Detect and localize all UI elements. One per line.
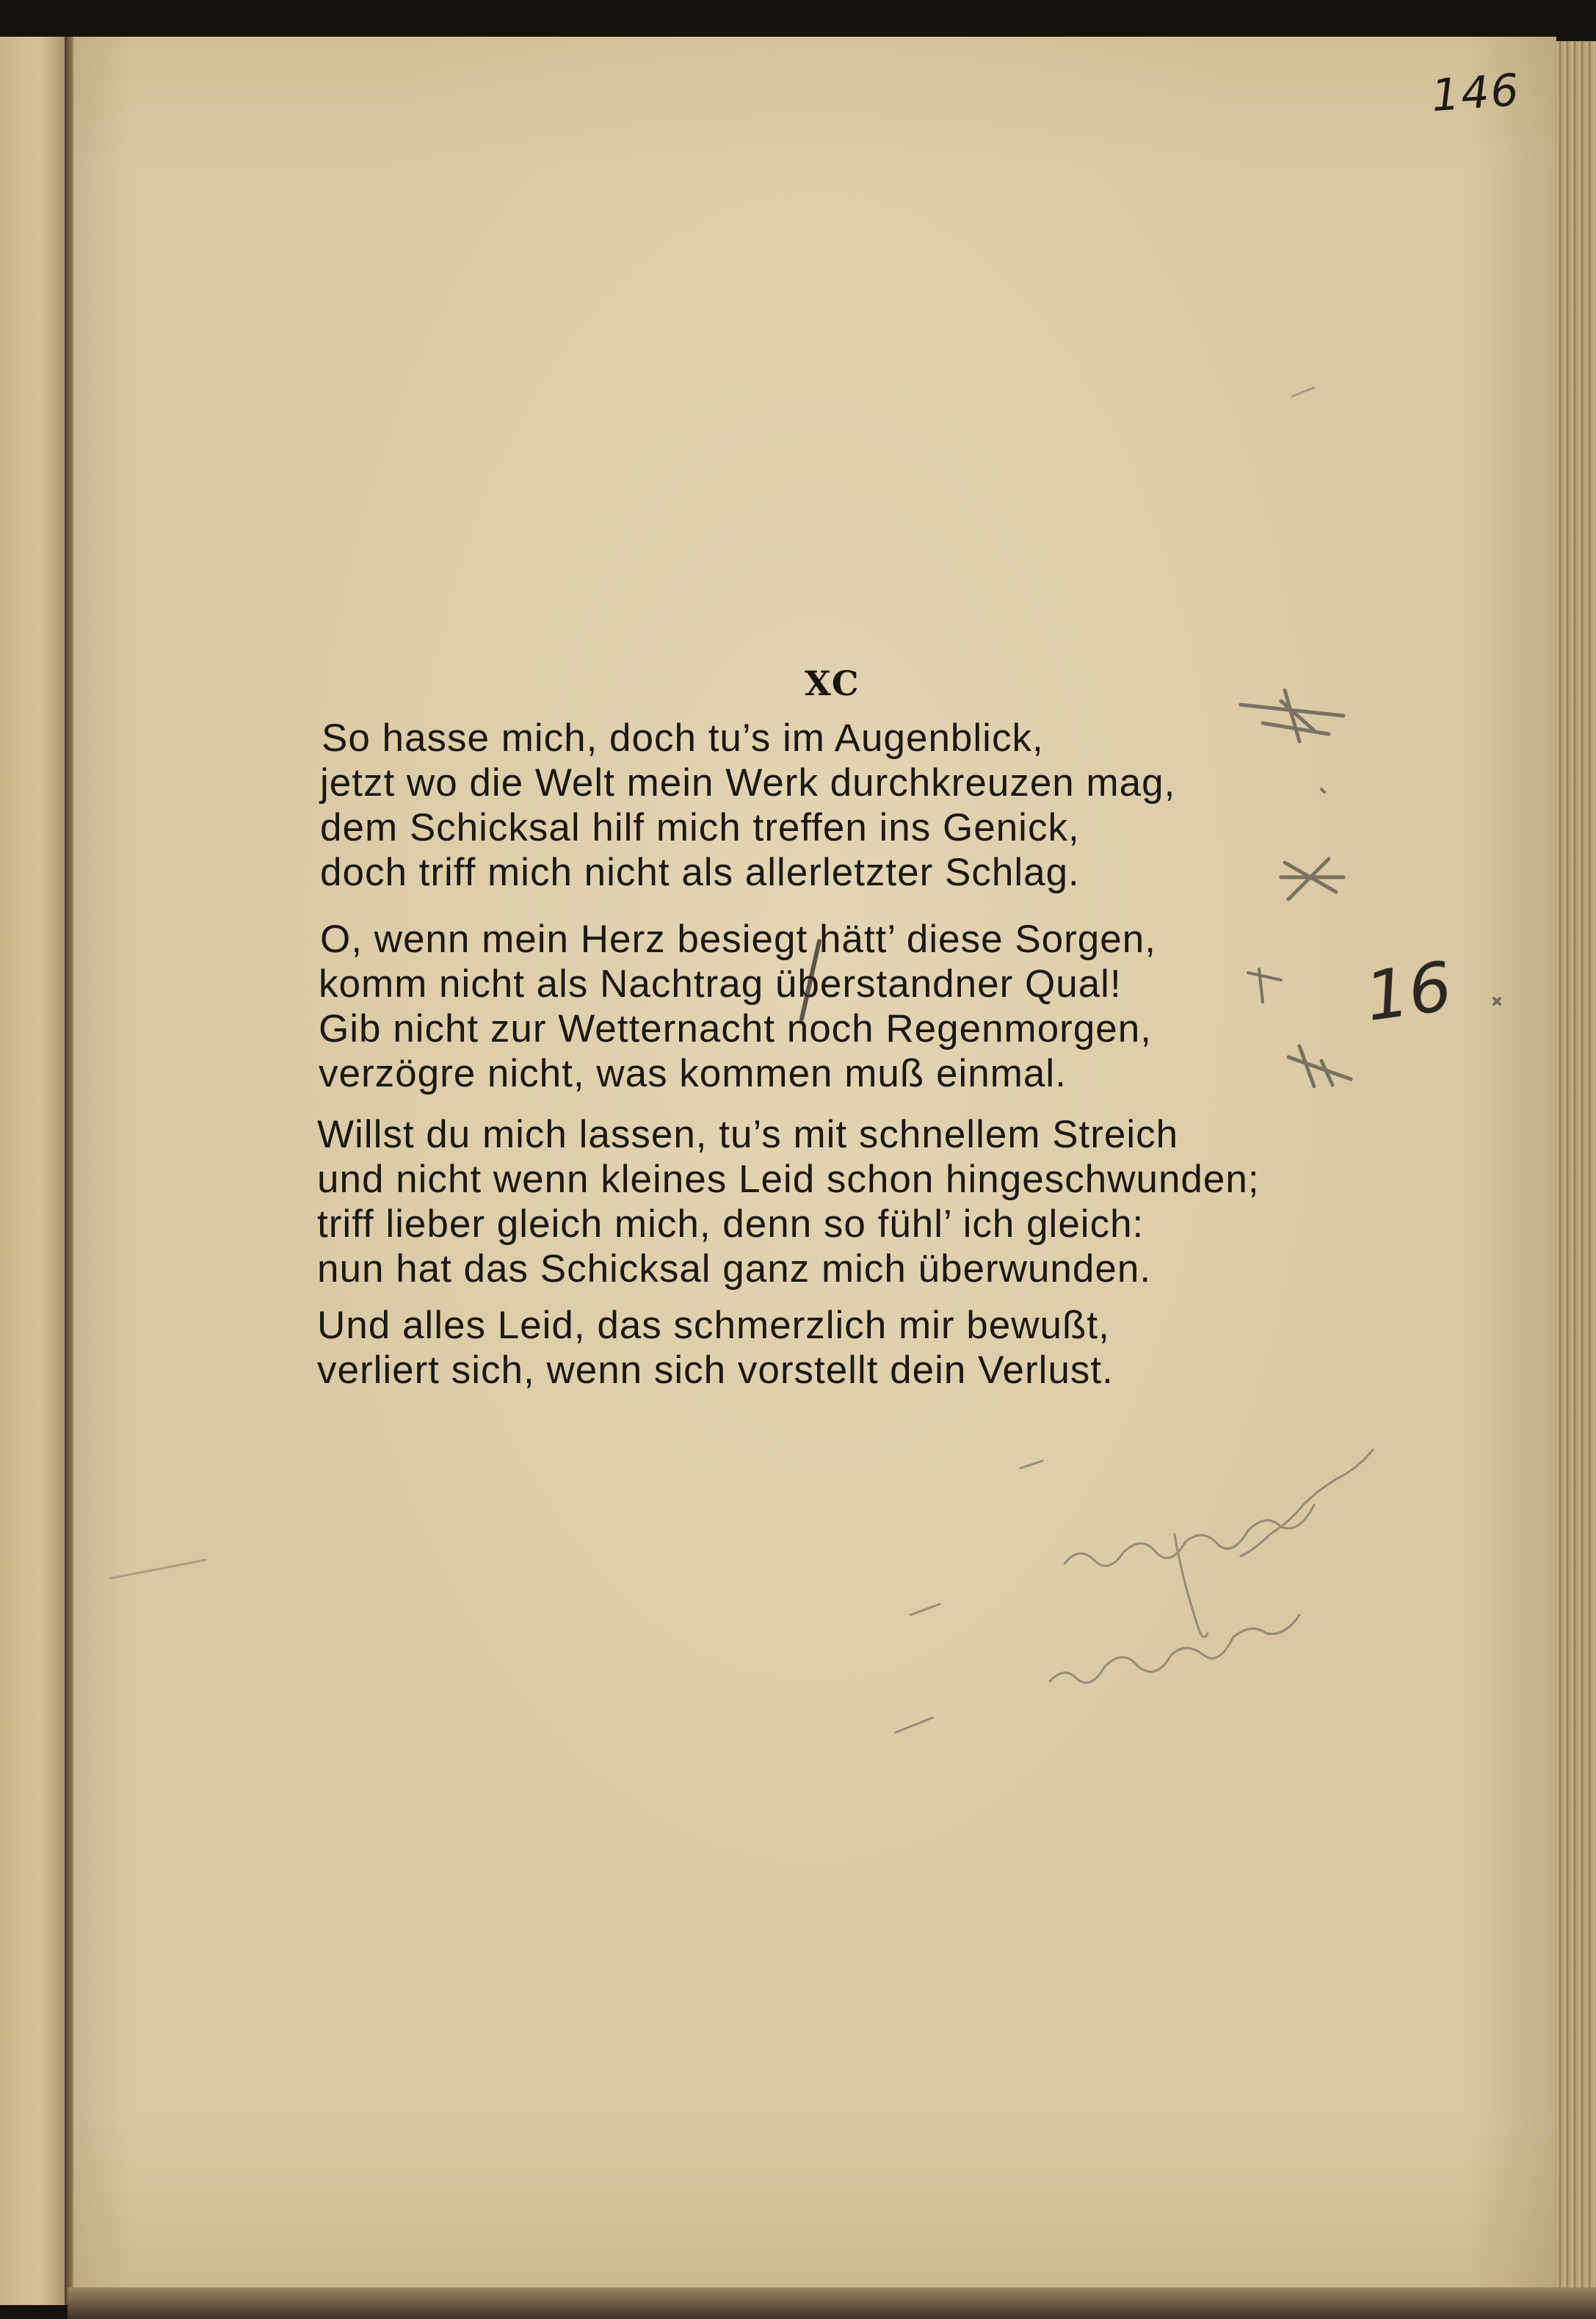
poem-line: verzögre nicht, was kommen muß einmal.	[319, 1052, 1067, 1095]
poem-line: triff lieber gleich mich, denn so fühl’ ich gleich:	[317, 1202, 1145, 1246]
poem-line: nun hat das Schicksal ganz mich überwunden.	[317, 1247, 1152, 1291]
folio-number: 146	[1429, 64, 1522, 123]
poem-line: komm nicht als Nachtrag überstandner Qual!	[319, 962, 1122, 1006]
poem-line: und nicht wenn kleines Leid schon hingeschwunden;	[317, 1158, 1260, 1201]
poem-line: O, wenn mein Herz besiegt hätt’ diese Sorgen,	[320, 918, 1156, 961]
poem-line: Und alles Leid, das schmerzlich mir bewußt,	[317, 1304, 1110, 1347]
page-stack-edges	[1555, 41, 1596, 2287]
poem-number: XC	[805, 664, 860, 703]
poem-line: doch triff mich nicht als allerletzter Schlag.	[320, 851, 1080, 894]
poem-line: Willst du mich lassen, tu’s mit schnellem Streich	[317, 1113, 1179, 1156]
poem-line: So hasse mich, doch tu’s im Augenblick,	[322, 716, 1044, 760]
poem-line: dem Schicksal hilf mich treffen ins Genick,	[320, 806, 1080, 849]
margin-number-note: 16	[1360, 946, 1457, 1037]
poem-line: verliert sich, wenn sich vorstellt dein Verlust.	[317, 1349, 1114, 1392]
poem-line: Gib nicht zur Wetternacht noch Regenmorgen,	[319, 1007, 1152, 1050]
poem-line: jetzt wo die Welt mein Werk durchkreuzen mag,	[320, 761, 1176, 805]
facing-page-edge	[0, 37, 68, 2305]
bottom-edge	[68, 2287, 1596, 2319]
